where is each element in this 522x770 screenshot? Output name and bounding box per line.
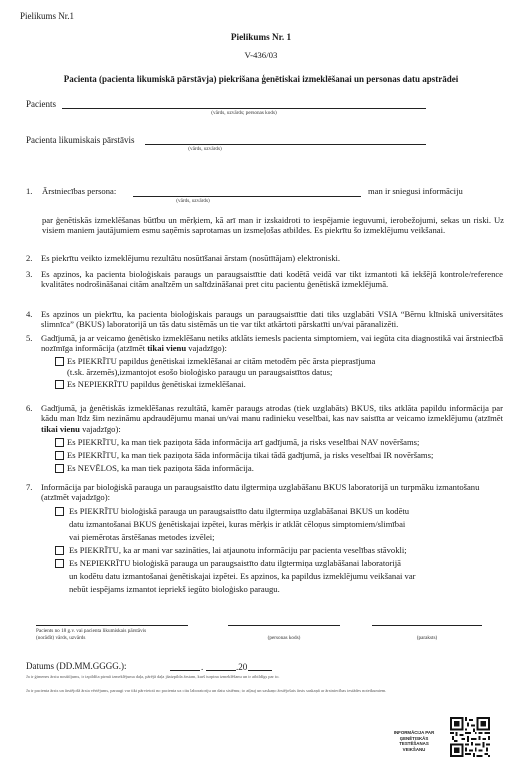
- item-7-option-3-label-b: un kodētu datu izmantošanai ģenētiskajai izpētei. Es apzinos, ka papildus izmeklējumu veikšanai var: [69, 571, 416, 581]
- personal-code-field[interactable]: [228, 625, 340, 626]
- badge-line-2: ĢENĒTISKĀS: [399, 735, 429, 741]
- item-6-option-2-checkbox[interactable]: [55, 451, 64, 460]
- representative-field[interactable]: [145, 144, 426, 145]
- representative-label: Pacienta likumiskais pārstāvis: [26, 135, 135, 145]
- item-7-option-3-label-c: nebūt iespējams izmantot iepriekš iegūto bioloģisko paraugu.: [69, 584, 280, 594]
- item-7-option-3-label-a: Es NEPIEKRĪTU bioloģiskā parauga un paraugsaistīto datu ilgtermiņa uzglabāšanai laboratorijā: [69, 558, 401, 568]
- item-2-text: Es piekrītu veikto izmeklējumu rezultātu nosūtīšanai ārstam (nosūtītājam) elektroniski.: [41, 253, 341, 263]
- date-month-field[interactable]: [206, 670, 236, 671]
- representative-hint: (vārds, uzvārds): [188, 146, 222, 152]
- date-label: Datums (DD.MM.GGGG.):: [26, 661, 127, 671]
- date-day-field[interactable]: [170, 670, 200, 671]
- item-5-option-1-checkbox[interactable]: [55, 357, 64, 366]
- item-5-option-1-label-b: (t.sk. ārzemēs),izmantojot esošo bioloģisko paraugu un paraugsaistītos datus;: [67, 367, 333, 377]
- item-3-text: Es apzinos, ka pacienta bioloģiskais paraugs un paraugsaistītie dati kodētā veidā var tikt izmantoti kā iekšējā kontrole/reference kvalitātes nodrošināšanai citām analīzēm un salīdzināšanai pret citu pacientu ģenētiskā izmeklējumā.: [41, 269, 503, 290]
- item-7-option-3-checkbox[interactable]: [55, 559, 64, 568]
- item-1-body: par ģenētiskās izmeklēšanas būtību un mērķiem, kā arī man ir izskaidroti to iespējamie ieguvumi, ierobežojumi, sekas un riski. Uz visiem maniem jautājumiem esmu saņēmis saprotamas un izsmeļošas atbildes. Es piekrītu šo izmeklējumu veikšanai.: [42, 215, 504, 236]
- corner-label: Pielikums Nr.1: [20, 11, 75, 21]
- item-7-option-1-label-a: Es PIEKRĪTU bioloģiskā parauga un paraugsaistīto datu ilgtermiņa uzglabāšanai BKUS un kodētu: [69, 506, 410, 516]
- item-7-option-1-label-b: datu izmantošanai BKUS ģenētiskajai izpētei, kuras mērķis ir atklāt cēloņus simptomiem/slimībai: [69, 519, 406, 529]
- appendix-title: Pielikums Nr. 1: [230, 32, 292, 42]
- personal-code-hint: (personas kods): [267, 635, 301, 641]
- badge-line-4: VEIKŠANU: [402, 746, 426, 752]
- item-7-number: 7.: [26, 482, 33, 492]
- item-4-number: 4.: [26, 309, 33, 319]
- item-5-option-1-label-a: Es PIEKRĪTU papildus ģenētiskai izmeklēšanai ar citām metodēm pēc ārsta pieprasījuma: [67, 356, 376, 366]
- item-7-option-1-label-c: vai piemērotas ārstēšanas metodes izvēlei;: [69, 532, 215, 542]
- signature-hint: (paraksts): [416, 635, 438, 641]
- patient-hint: (vārds, uzvārds; personas kods): [211, 110, 277, 116]
- item-6-option-1-checkbox[interactable]: [55, 438, 64, 447]
- item-3-number: 3.: [26, 269, 33, 279]
- date-separator: .: [201, 662, 204, 672]
- item-7-option-2-label: Es PIEKRĪTU, ka ar mani var sazināties, lai atjaunotu informāciju par pacienta veselības stāvokli;: [69, 545, 407, 555]
- signature-field[interactable]: [372, 625, 482, 626]
- item-6-option-2-label: Es PIEKRĪTU, ka man tiek paziņota šāda informācija tikai tādā gadījumā, ja risks veselībai IR novēršams;: [67, 450, 434, 460]
- date-year-field[interactable]: [248, 670, 272, 671]
- item-1-number: 1.: [26, 186, 33, 196]
- item-6-option-3-label: Es NEVĒLOS, ka man tiek paziņota šāda informācija.: [67, 463, 254, 473]
- item-2-number: 2.: [26, 253, 33, 263]
- item-5-text: Gadījumā, ja ar veicamo ģenētisko izmeklēšanu netiks atklāts iemesls pacienta simptomiem, vai iegūta cita diagnostikā vai ārstniecībā nozīmīga informācija (atzīmēt tikai vienu vajadzīgo):: [41, 333, 504, 354]
- signer-hint-a: Pacients no 18 g.v. vai pacienta likumiskais pārstāvis: [36, 628, 147, 634]
- genetic-testing-badge: [388, 730, 440, 752]
- clinician-hint: (vārds, uzvārds): [176, 198, 210, 204]
- badge-line-1: INFORMĀCIJA PAR: [393, 730, 435, 735]
- item-1-tail: man ir sniegusi informāciju: [368, 186, 463, 196]
- item-7-option-1-checkbox[interactable]: [55, 507, 64, 516]
- footnote: Ja ir pacienta ārsts un ārstējošā ārsta vērtējums, paraugi var tikt pārvietoti no pacienta uz citu laboratoriju un datu sistēmu; to atļauj un saskaņo ārstējošais ārsts saskaņā ar ārstniecības iestādes noteikumiem.: [26, 688, 387, 693]
- item-1-lead: Ārstniecības persona:: [42, 186, 117, 196]
- signer-hint-b: (norādīt) vārds, uzvārds: [36, 635, 86, 641]
- item-6-text: Gadījumā, ja ģenētiskās izmeklēšanas rezultātā, kamēr paraugs atrodas (tiek uzglabāts) BKUS, tiks atklāta papildu informācija par kādu man līdz šim nezināmu apdraudējumu manai un/vai manu radinieku veselībai, kas nav saistīta ar veicamo izmeklējumu (atzīmēt tikai vienu vajadzīgo):: [41, 403, 503, 434]
- document-code: V-436/03: [244, 50, 278, 60]
- item-6-option-1-label: Es PIEKRĪTU, ka man tiek paziņota šāda informācija arī gadījumā, ja risks veselībai NAV novēršams;: [67, 437, 420, 447]
- patient-field[interactable]: [62, 108, 426, 109]
- date-note: Ja ir ģimenes ārstu nosūtījums, ir izpildīta pirmā izmeklējuma daļa, pārējā daļa jāaizpilda ārstam, kurš turpina izmeklēšanu un ir atbildīgs par to.: [26, 674, 280, 679]
- item-4-text: Es apzinos un piekrītu, ka pacienta bioloģiskais paraugs un paraugsaistītie dati tiks uzglabāti VSIA “Bērnu klīniskā universitātes slimnīca” (BKUS) laboratorijā un tās datu sistēmās un tie var tikt atkārtoti pārskatīti un/vai pāranalizēti.: [41, 309, 503, 330]
- patient-label: Pacients: [26, 99, 56, 109]
- item-7-option-2-checkbox[interactable]: [55, 546, 64, 555]
- item-5-option-2-label: Es NEPIEKRĪTU papildus ģenētiskai izmeklēšanai.: [67, 379, 246, 389]
- clinician-field[interactable]: [133, 196, 361, 197]
- badge-line-3: TESTĒŠANAS: [399, 741, 429, 746]
- date-year-prefix: .20: [236, 662, 248, 672]
- item-7-text: Informācija par bioloģiskā parauga un paraugsaistīto datu ilgtermiņa uzglabāšanu BKUS laboratorijā un turpmāku izmantošanu (atzīmēt vajadzīgo):: [41, 482, 480, 503]
- signer-name-field[interactable]: [36, 625, 188, 626]
- item-6-number: 6.: [26, 403, 33, 413]
- qr-code-icon: [450, 717, 490, 757]
- document-title: Pacienta (pacienta likumiskā pārstāvja) piekrišana ģenētiskai izmeklēšanai un personas datu apstrādei: [63, 74, 459, 84]
- item-6-option-3-checkbox[interactable]: [55, 464, 64, 473]
- item-5-option-2-checkbox[interactable]: [55, 380, 64, 389]
- item-5-number: 5.: [26, 333, 33, 343]
